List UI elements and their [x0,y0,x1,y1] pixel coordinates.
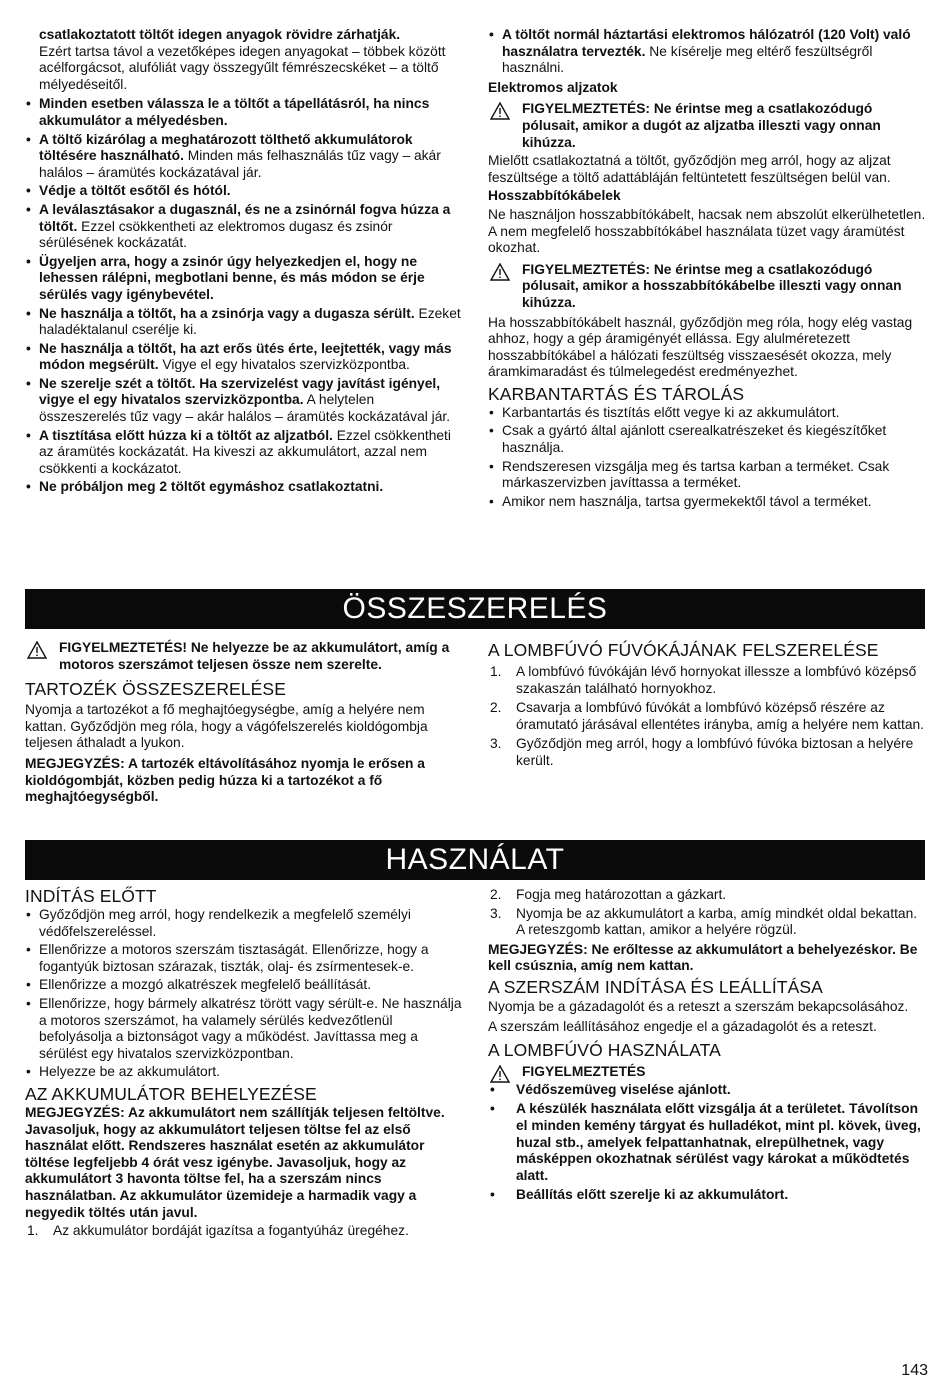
extension-title: Hosszabbítókábelek [488,188,621,204]
list-item: • Ne szerelje szét a töltőt. Ha szervizelést vagy javítást igényel, vigye el egy hivatalos szervizközpontba. A helytelen összeszerelés tűz vagy – akár halálos – áramütés kockázatával jár. [25,376,465,426]
extension-paragraph-2: Ha hosszabbítókábelt használ, győződjön meg róla, hogy elég vastag ahhoz, hogy a gép áramigényét ellássa. Egy alulméretezett hosszabbítókábel a hálózati feszültség visszaesését okozza, mely áramkimaradást és túlmelegedést eredményezhet. [488,314,913,380]
list-item: • Ne használja a töltőt, ha azt erős ütés érte, leejtették, vagy más módon megsérült. Vigye el egy hivatalos szervizközpontba. [25,341,465,374]
list-item: 2. Csavarja a lombfúvó fúvókát a lombfúvó középső részére az óramutató járásával ellentétes irányba, amíg a helyére nem kattan. [490,700,924,732]
warning-icon [27,641,47,659]
assembly-right-column [488,640,928,770]
list-item: • A töltő kizárólag a meghatározott tölthető akkumulátorok töltésére használható. Minden más felhasználás tűz vagy – akár halálos – áramütés kockázatával jár. [25,132,465,182]
list-item: • A tisztítása előtt húzza ki a töltőt az aljzatból. Ezzel csökkentheti az áramütés kockázatát. Ha kiveszi az akkumulátort, azzal nem csökkenti a kockázatot. [25,428,465,478]
list-item: • Ellenőrizze a mozgó alkatrészek megfelelő beállítását. [25,977,465,994]
top-right-column [488,27,928,510]
list-item: • Rendszeresen vizsgálja meg és tartsa karban a terméket. Csak márkaszervizben javíttassa a terméket. [488,459,928,492]
battery-steps [25,1223,465,1240]
list-item: • Karbantartás és tisztítás előtt vegye ki az akkumulátort. [488,405,928,422]
battery-note: MEGJEGYZÉS: Az akkumulátort nem szállítják teljesen feltöltve. Javasoljuk, hogy az akkumulátort teljesen töltse fel az első használat előtt. Rendszeres használat esetén az akkumulátor töltése legfeljebb 4 órát vesz igénybe. Javasoljuk, hogy az akkumulátort 3 havonta töltse fel, ha a szerszám nincs használatban. Az akkumulátor üzemideje a harmadik vagy a negyedik töltés után javul. [25,1104,445,1220]
list-item: • Ne használja a töltőt, ha a zsinórja vagy a dugasza sérült. Ezeket haladéktalanul cserélje ki. [25,306,465,339]
accessory-note: MEGJEGYZÉS: A tartozék eltávolításához nyomja le erősen a kioldógombját, közben pedig húzza ki a tartozékot a fő meghajtóegységből. [25,755,425,805]
assembly-warning [25,640,465,673]
list-item: • A leválasztásakor a dugasznál, és ne a zsinórnál fogva húzza a töltőt. Ezzel csökkentheti az elektromos dugasz és zsinór sérülésének kockázatát. [25,202,465,252]
warning-text: FIGYELMEZTETÉS! Ne helyezze be az akkumulátort, amíg a motoros szerszámot teljesen össze nem szerelte. [59,640,450,672]
assembly-left-column [25,640,465,806]
intro-bold: csatlakoztatott töltőt idegen anyagok rövidre zárhatják. [39,27,401,42]
maintenance-list [488,405,928,511]
list-item: • Minden esetben válassza le a töltőt a tápellátásról, ha nincs akkumulátor a mélyedésben. [25,96,465,129]
list-item: • Csak a gyártó által ajánlott cserealkatrészeket és kiegészítőket használja. [488,423,928,456]
intro-paragraph [25,27,465,93]
list-item: • Győződjön meg arról, hogy rendelkezik a megfelelő személyi védőfelszereléssel. [25,907,465,940]
maintenance-title: KARBANTARTÁS ÉS TÁROLÁS [488,383,745,404]
list-item: • Ellenőrizze, hogy bármely alkatrész törött vagy sérült-e. Ne használja a motoros szerszámot, ha valamely sérülés kedvezőtlenül befolyásolja a biztonságot vagy a működést. Javíttassa meg a sérülést egy hivatalos szervizközpontban. [25,996,465,1062]
list-item: • A készülék használata előtt vizsgálja át a területet. Távolítson el minden kemény tárgyat és hulladékot, mint pl. kövek, üveg, huzal stb., amelyek felpattanhatnak, elrepülhetnek, vagy másképpen okozhatnak sérülést vagy károkat a működtetés alatt. [488,1101,928,1184]
outlets-paragraph: Mielőtt csatlakoztatná a töltőt, győződjön meg arról, hogy az aljzat feszültsége a töltő adattábláján feltüntetett feszültségen belül van. [488,153,891,185]
list-item: 3. Nyomja be az akkumulátort a karba, amíg mindkét oldal bekattan. A reteszgomb kattan, amikor a helyére rögzül. [490,905,918,938]
intro-text: Ezért tartsa távol a vezetőképes idegen anyagokat – többek között acélforgácsot, alufóliát vagy összegyűlt fémrészecskéket – a töltő mélyedéseitől. [39,43,446,92]
list-item: • A töltőt normál háztartási elektromos hálózatról (120 Volt) való használatra tervezték. Ne kísérelje meg eltérő feszültségről használni. [488,27,928,77]
warning-icon [490,1065,510,1083]
warning-icon [490,263,510,281]
list-item: • Ne próbáljon meg 2 töltőt egymáshoz csatlakoztatni. [25,479,465,496]
warning-text: FIGYELMEZTETÉS: Ne érintse meg a csatlakozódugó pólusait, amikor a hosszabbítókábelbe illeszti vagy onnan kihúzza. [522,261,902,310]
accessory-paragraph: Nyomja a tartozékot a fő meghajtóegységbe, amíg a helyére nem kattan. Győződjön meg róla, hogy a vágófelszerelés kioldógombja teljesen áthaladt a lyukon. [25,702,428,751]
list-item: 1. Az akkumulátor bordáját igazítsa a fogantyúház üregéhez. [27,1223,409,1239]
section-banner-usage: HASZNÁLAT [25,840,925,880]
stop-paragraph: A szerszám leállításához engedje el a gázadagolót és a reteszt. [488,1018,877,1034]
battery-insert-title: AZ AKKUMULÁTOR BEHELYEZÉSE [25,1083,317,1104]
before-start-title: INDÍTÁS ELŐTT [25,886,157,906]
list-item: 3. Győződjön meg arról, hogy a lombfúvó fúvóka biztosan a helyére került. [490,736,914,768]
usage-left-column [25,886,465,1240]
blower-usage-title: A LOMBFÚVÓ HASZNÁLATA [488,1040,721,1061]
blower-warning-list [488,1082,928,1204]
list-item: 2. Fogja meg határozottan a gázkart. [490,887,727,902]
list-item: • Védőszemüveg viselése ajánlott. [488,1082,928,1099]
list-item: • Ellenőrizze a motoros szerszám tisztaságát. Ellenőrizze, hogy a fogantyúk biztosan szárazak, tiszták, olaj- és zsírmentesek-e. [25,942,465,975]
list-item: • Amikor nem használja, tartsa gyermekektől távol a terméket. [488,494,928,511]
warning-icon [490,102,510,120]
list-item: 1. A lombfúvó fúvókáján lévő hornyokat illessze a lombfúvó középső szakaszán található hornyokhoz. [490,664,917,696]
battery-steps-continued [488,887,928,939]
before-start-list [25,907,465,1081]
extension-warning [488,262,928,312]
warning-text: FIGYELMEZTETÉS [522,1064,646,1080]
section-banner-assembly: ÖSSZESZERELÉS [25,589,925,629]
start-stop-title: A SZERSZÁM INDÍTÁSA ÉS LEÁLLÍTÁSA [488,976,823,997]
extension-paragraph: Ne használjon hosszabbítókábelt, hacsak nem abszolút elkerülhetetlen. A nem megfelelő hosszabbítókábel használata tüzet vagy áramütést okozhat. [488,206,926,256]
usage-right-column [488,887,928,1204]
blower-warning [488,1064,928,1081]
insert-note: MEGJEGYZÉS: Ne erőltesse az akkumulátort a behelyezéskor. Be kell csúsznia, amíg nem kattan. [488,941,918,974]
outlets-title: Elektromos aljzatok [488,79,618,95]
accessory-assembly-title: TARTOZÉK ÖSSZESZERELÉSE [25,679,286,700]
voltage-list [488,27,928,77]
nozzle-steps [488,664,928,770]
nozzle-assembly-title: A LOMBFÚVÓ FÚVÓKÁJÁNAK FELSZERELÉSE [488,640,879,660]
warning-text: FIGYELMEZTETÉS: Ne érintse meg a csatlakozódugó pólusait, amikor a dugót az aljzatba illeszti vagy onnan kihúzza. [522,101,881,150]
list-item: • Beállítás előtt szerelje ki az akkumulátort. [488,1187,928,1204]
outlet-warning [488,101,928,151]
list-item: • Helyezze be az akkumulátort. [25,1064,465,1081]
list-item: • Védje a töltőt esőtől és hótól. [25,183,465,200]
page-number: 143 [901,1362,928,1379]
list-item: • Ügyeljen arra, hogy a zsinór úgy helyezkedjen el, hogy ne lehessen rálépni, megbotlani benne, és más módon se érje sérülés vagy igénybevétel. [25,254,465,304]
start-paragraph: Nyomja be a gázadagolót és a reteszt a szerszám bekapcsolásához. [488,998,909,1014]
top-left-column [25,27,465,496]
charger-safety-list [25,96,465,496]
